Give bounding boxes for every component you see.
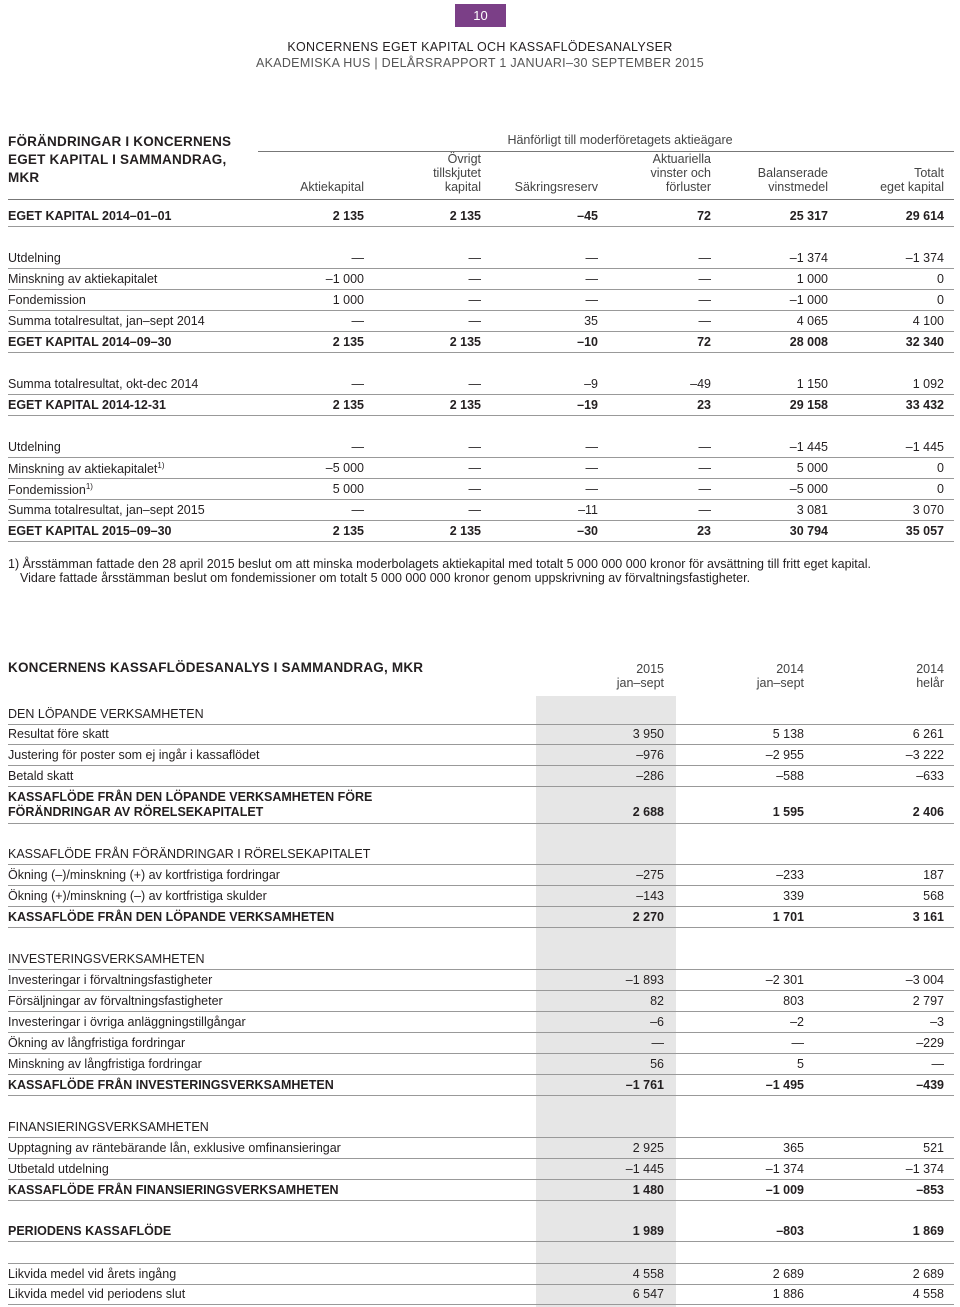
column-header-line: Övrigt bbox=[447, 152, 481, 166]
cell-value: 1 989 bbox=[632, 1224, 664, 1238]
cell-value: –275 bbox=[636, 868, 664, 882]
cell-value: 2 135 bbox=[332, 209, 364, 223]
cell-value: — bbox=[931, 1057, 944, 1071]
cashflow-column-header bbox=[617, 662, 664, 690]
cashflow-row bbox=[8, 724, 954, 745]
cell-value: 5 000 bbox=[332, 482, 364, 496]
cell-value: 2 135 bbox=[449, 209, 481, 223]
cell-value: 23 bbox=[697, 398, 711, 412]
equity-footnote-2: Vidare fattade årsstämman beslut om fondemissioner om totalt 5 000 000 000 kronor genom uppskrivning av förvaltningsfastigheter. bbox=[20, 571, 751, 585]
cell-value: — bbox=[698, 461, 711, 475]
cell-value: 56 bbox=[650, 1057, 664, 1071]
cashflow-row bbox=[8, 991, 954, 1012]
cell-value: — bbox=[585, 440, 598, 454]
cell-value: 29 158 bbox=[789, 398, 828, 412]
equity-column-header bbox=[433, 152, 481, 194]
row-label bbox=[8, 272, 157, 286]
cell-value: 187 bbox=[923, 868, 944, 882]
page-header-title: KONCERNENS EGET KAPITAL OCH KASSAFLÖDESANALYSER bbox=[287, 40, 673, 54]
row-label-text: EGET KAPITAL 2015–09–30 bbox=[8, 524, 172, 538]
cell-value: 3 950 bbox=[632, 727, 664, 741]
row-label bbox=[8, 209, 172, 223]
cell-value: –1 445 bbox=[905, 440, 944, 454]
row-label: Investeringar i övriga anläggningstillgångar bbox=[8, 1015, 246, 1029]
cell-value: 2 689 bbox=[912, 1267, 944, 1281]
section-heading bbox=[8, 949, 954, 970]
cell-value: 1 092 bbox=[912, 377, 944, 391]
cell-value: –45 bbox=[577, 209, 598, 223]
cashflow-row bbox=[8, 907, 954, 928]
row-label bbox=[8, 293, 86, 307]
column-header-line: Balanserade bbox=[757, 166, 828, 180]
equity-row bbox=[8, 500, 954, 521]
cell-value: 1 150 bbox=[796, 377, 828, 391]
cell-value: –229 bbox=[916, 1036, 944, 1050]
group-header-rule bbox=[258, 151, 954, 152]
cashflow-row bbox=[8, 787, 954, 824]
cell-value: 23 bbox=[697, 524, 711, 538]
cashflow-row bbox=[8, 1138, 954, 1159]
row-label bbox=[8, 398, 166, 412]
column-header-line: Aktuariella bbox=[652, 152, 711, 166]
cashflow-column-header bbox=[757, 662, 804, 690]
column-header-line: 2014 bbox=[776, 662, 804, 676]
cell-value: 5 138 bbox=[772, 727, 804, 741]
cell-value: –1 495 bbox=[765, 1078, 804, 1092]
cashflow-row bbox=[8, 745, 954, 766]
cell-value: –1 000 bbox=[789, 293, 828, 307]
cashflow-row bbox=[8, 1180, 954, 1201]
cashflow-row bbox=[8, 1263, 954, 1285]
cell-value: 2 797 bbox=[912, 994, 944, 1008]
cashflow-row bbox=[8, 1033, 954, 1054]
cell-value: –588 bbox=[776, 769, 804, 783]
row-label bbox=[8, 314, 205, 328]
row-label-text: EGET KAPITAL 2014–09–30 bbox=[8, 335, 172, 349]
section-heading bbox=[8, 844, 954, 865]
equity-column-header bbox=[651, 152, 711, 194]
equity-row bbox=[8, 248, 954, 269]
column-header-line: Säkringsreserv bbox=[514, 180, 598, 194]
row-label: INVESTERINGSVERKSAMHETEN bbox=[8, 952, 205, 966]
cell-value: –3 222 bbox=[905, 748, 944, 762]
cell-value: 4 065 bbox=[796, 314, 828, 328]
cell-value: — bbox=[698, 293, 711, 307]
row-label-text: Fondemission bbox=[8, 483, 86, 498]
cell-value: — bbox=[585, 272, 598, 286]
cell-value: — bbox=[351, 314, 364, 328]
cell-value: — bbox=[468, 293, 481, 307]
cell-value: –1 445 bbox=[789, 440, 828, 454]
row-label bbox=[8, 377, 198, 391]
column-header-line: förluster bbox=[665, 180, 711, 194]
cell-value: 0 bbox=[937, 482, 944, 496]
equity-table-title: FÖRÄNDRINGAR I KONCERNENS EGET KAPITAL I SAMMANDRAG, MKR bbox=[8, 134, 232, 185]
row-label: KASSAFLÖDE FRÅN DEN LÖPANDE VERKSAMHETEN bbox=[8, 910, 335, 924]
cell-value: –30 bbox=[577, 524, 598, 538]
row-label: Likvida medel vid periodens slut bbox=[8, 1287, 186, 1301]
row-label bbox=[8, 335, 172, 349]
cell-value: 32 340 bbox=[905, 335, 944, 349]
row-label: Minskning av långfristiga fordringar bbox=[8, 1057, 202, 1071]
row-label-text: Minskning av aktiekapitalet bbox=[8, 272, 158, 286]
row-label: Försäljningar av förvaltningsfastigheter bbox=[8, 994, 223, 1008]
row-label-text: EGET KAPITAL 2014–01–01 bbox=[8, 209, 172, 223]
row-label: Ökning (+)/minskning (–) av kortfristiga skulder bbox=[8, 889, 267, 903]
cell-value: –5 000 bbox=[325, 461, 364, 475]
cell-value: –853 bbox=[916, 1183, 944, 1197]
cashflow-row bbox=[8, 865, 954, 886]
cell-value: 29 614 bbox=[905, 209, 944, 223]
row-label: KASSAFLÖDE FRÅN INVESTERINGSVERKSAMHETEN bbox=[8, 1078, 334, 1092]
cell-value: — bbox=[698, 272, 711, 286]
cashflow-row bbox=[8, 1075, 954, 1096]
cell-value: –5 000 bbox=[789, 482, 828, 496]
cell-value: — bbox=[698, 251, 711, 265]
cell-value: 6 547 bbox=[632, 1287, 664, 1301]
cell-value: — bbox=[468, 377, 481, 391]
cashflow-column-header bbox=[916, 662, 944, 690]
cell-value: 72 bbox=[697, 335, 711, 349]
row-label: DEN LÖPANDE VERKSAMHETEN bbox=[8, 707, 204, 721]
cell-value: –1 893 bbox=[625, 973, 664, 987]
row-label-text: Summa totalresultat, okt-dec 2014 bbox=[8, 377, 199, 391]
cell-value: –2 bbox=[790, 1015, 804, 1029]
column-header-line: eget kapital bbox=[880, 180, 944, 194]
row-label: PERIODENS KASSAFLÖDE bbox=[8, 1224, 172, 1238]
cell-value: — bbox=[468, 482, 481, 496]
cell-value: — bbox=[468, 503, 481, 517]
cell-value: — bbox=[698, 503, 711, 517]
row-label: Ökning (–)/minskning (+) av kortfristiga fordringar bbox=[8, 868, 280, 882]
cell-value: –1 000 bbox=[325, 272, 364, 286]
cell-value: –1 374 bbox=[789, 251, 828, 265]
cell-value: –803 bbox=[776, 1224, 804, 1238]
section-heading bbox=[8, 704, 954, 725]
row-label: KASSAFLÖDE FRÅN FÖRÄNDRINGAR I RÖRELSEKAPITALET bbox=[8, 847, 371, 861]
equity-column-header bbox=[758, 166, 828, 194]
equity-group-header: Hänförligt till moderföretagets aktieägare bbox=[507, 133, 733, 147]
row-label: Betald skatt bbox=[8, 769, 74, 783]
cashflow-row bbox=[8, 1221, 954, 1242]
cell-value: –3 004 bbox=[905, 973, 944, 987]
row-label: Justering för poster som ej ingår i kassaflödet bbox=[8, 748, 260, 762]
cell-value: –1 009 bbox=[765, 1183, 804, 1197]
cell-value: — bbox=[468, 461, 481, 475]
cell-value: 1 000 bbox=[796, 272, 828, 286]
cashflow-row bbox=[8, 886, 954, 907]
column-header-line: vinstmedel bbox=[768, 180, 828, 194]
row-label: Likvida medel vid årets ingång bbox=[8, 1267, 177, 1281]
cell-value: –1 761 bbox=[625, 1078, 664, 1092]
equity-row bbox=[8, 332, 954, 353]
cell-value: — bbox=[698, 482, 711, 496]
cell-value: — bbox=[351, 440, 364, 454]
cell-value: –1 374 bbox=[905, 251, 944, 265]
cell-value: 803 bbox=[783, 994, 804, 1008]
equity-column-header bbox=[880, 166, 944, 194]
row-label: Ökning av långfristiga fordringar bbox=[8, 1036, 186, 1050]
equity-row bbox=[8, 374, 954, 395]
row-label bbox=[8, 503, 205, 517]
cell-value: –6 bbox=[650, 1015, 664, 1029]
cell-value: 2 135 bbox=[332, 524, 364, 538]
equity-row bbox=[8, 269, 954, 290]
column-header-line: jan–sept bbox=[616, 676, 664, 690]
cashflow-row bbox=[8, 1159, 954, 1180]
cell-value: 4 558 bbox=[912, 1287, 944, 1301]
equity-row bbox=[8, 206, 954, 227]
page-number: 10 bbox=[455, 4, 506, 27]
cell-value: 1 595 bbox=[772, 805, 804, 819]
cell-value: 1 000 bbox=[332, 293, 364, 307]
cell-value: –1 374 bbox=[905, 1162, 944, 1176]
column-header-line: vinster och bbox=[650, 166, 711, 180]
cell-value: 2 406 bbox=[912, 805, 944, 819]
row-label-text: EGET KAPITAL 2014-12-31 bbox=[8, 398, 166, 412]
cell-value: — bbox=[351, 251, 364, 265]
cell-value: –633 bbox=[916, 769, 944, 783]
cell-value: –143 bbox=[636, 889, 664, 903]
column-header-line: Totalt bbox=[914, 166, 944, 180]
cell-value: — bbox=[651, 1036, 664, 1050]
cell-value: — bbox=[791, 1036, 804, 1050]
cell-value: 82 bbox=[650, 994, 664, 1008]
cell-value: 2 689 bbox=[772, 1267, 804, 1281]
cashflow-row bbox=[8, 766, 954, 787]
row-label: Investeringar i förvaltningsfastigheter bbox=[8, 973, 213, 987]
equity-footnote-1: 1) Årsstämman fattade den 28 april 2015 beslut om att minska moderbolagets aktiekapital med totalt 5 000 000 000 kronor för avsättning till fritt eget kapital. bbox=[8, 557, 871, 571]
cell-value: — bbox=[468, 272, 481, 286]
cell-value: 6 261 bbox=[912, 727, 944, 741]
footnote-marker: 1) bbox=[157, 461, 165, 470]
cell-value: 2 270 bbox=[632, 910, 664, 924]
equity-row bbox=[8, 311, 954, 332]
footnote-marker: 1) bbox=[85, 482, 93, 491]
cell-value: 30 794 bbox=[789, 524, 828, 538]
cell-value: 33 432 bbox=[905, 398, 944, 412]
cashflow-row bbox=[8, 1012, 954, 1033]
cell-value: 4 100 bbox=[912, 314, 944, 328]
row-label bbox=[8, 461, 165, 476]
row-label-line-2: FÖRÄNDRINGAR AV RÖRELSEKAPITALET bbox=[8, 805, 264, 819]
row-label-text: Minskning av aktiekapitalet bbox=[8, 462, 158, 477]
cell-value: — bbox=[585, 251, 598, 265]
cell-value: 365 bbox=[783, 1141, 804, 1155]
equity-row bbox=[8, 395, 954, 416]
cell-value: 3 081 bbox=[796, 503, 828, 517]
row-label-text: Fondemission bbox=[8, 293, 86, 307]
column-header-line: tillskjutet bbox=[433, 166, 481, 180]
cashflow-table-title: KONCERNENS KASSAFLÖDESANALYS I SAMMANDRAG, MKR bbox=[8, 660, 424, 675]
row-label: Resultat före skatt bbox=[8, 727, 109, 741]
cell-value: 2 925 bbox=[632, 1141, 664, 1155]
cell-value: –1 445 bbox=[625, 1162, 664, 1176]
cell-value: –439 bbox=[916, 1078, 944, 1092]
cell-value: –286 bbox=[636, 769, 664, 783]
cell-value: –1 374 bbox=[765, 1162, 804, 1176]
cell-value: 1 480 bbox=[632, 1183, 664, 1197]
cell-value: 339 bbox=[783, 889, 804, 903]
cell-value: 2 135 bbox=[449, 524, 481, 538]
page-header-subtitle: AKADEMISKA HUS | DELÅRSRAPPORT 1 JANUARI–30 SEPTEMBER 2015 bbox=[255, 56, 705, 70]
cell-value: — bbox=[351, 377, 364, 391]
cell-value: 0 bbox=[937, 461, 944, 475]
cashflow-row bbox=[8, 1054, 954, 1075]
column-header-line: kapital bbox=[444, 180, 481, 194]
cell-value: 25 317 bbox=[789, 209, 828, 223]
cell-value: 4 558 bbox=[632, 1267, 664, 1281]
cell-value: — bbox=[351, 503, 364, 517]
cell-value: — bbox=[698, 314, 711, 328]
cell-value: –9 bbox=[584, 377, 598, 391]
cashflow-row bbox=[8, 1284, 954, 1305]
cell-value: 35 057 bbox=[905, 524, 944, 538]
cell-value: — bbox=[468, 251, 481, 265]
cell-value: 5 bbox=[797, 1057, 804, 1071]
cell-value: 0 bbox=[937, 272, 944, 286]
row-label: KASSAFLÖDE FRÅN DEN LÖPANDE VERKSAMHETEN FÖRE bbox=[8, 790, 373, 804]
cell-value: — bbox=[468, 440, 481, 454]
equity-row bbox=[8, 437, 954, 458]
row-label: KASSAFLÖDE FRÅN FINANSIERINGSVERKSAMHETEN bbox=[8, 1183, 339, 1197]
cell-value: –233 bbox=[776, 868, 804, 882]
cell-value: 2 135 bbox=[449, 335, 481, 349]
equity-row bbox=[8, 479, 954, 500]
row-label bbox=[8, 524, 172, 538]
equity-row bbox=[8, 521, 954, 542]
row-label-text: Summa totalresultat, jan–sept 2015 bbox=[8, 503, 205, 517]
cell-value: 0 bbox=[937, 293, 944, 307]
cell-value: 1 701 bbox=[772, 910, 804, 924]
cell-value: — bbox=[698, 440, 711, 454]
cell-value: 521 bbox=[923, 1141, 944, 1155]
cell-value: –2 955 bbox=[765, 748, 804, 762]
section-heading bbox=[8, 1117, 954, 1138]
cell-value: –49 bbox=[690, 377, 711, 391]
equity-column-header bbox=[300, 180, 364, 194]
cell-value: — bbox=[585, 482, 598, 496]
cell-value: 2 135 bbox=[332, 398, 364, 412]
equity-row bbox=[8, 458, 954, 479]
cell-value: 1 869 bbox=[912, 1224, 944, 1238]
column-header-line: 2014 bbox=[916, 662, 944, 676]
row-label bbox=[8, 251, 61, 265]
cell-value: –976 bbox=[636, 748, 664, 762]
column-header-line: Aktiekapital bbox=[300, 180, 364, 194]
row-label-text: Utdelning bbox=[8, 251, 61, 265]
cell-value: 3 161 bbox=[912, 910, 944, 924]
equity-header-rule bbox=[8, 199, 954, 200]
cell-value: 28 008 bbox=[789, 335, 828, 349]
cell-value: 2 688 bbox=[632, 805, 664, 819]
column-header-line: 2015 bbox=[636, 662, 664, 676]
cell-value: –19 bbox=[577, 398, 598, 412]
cell-value: — bbox=[468, 314, 481, 328]
equity-row bbox=[8, 290, 954, 311]
cell-value: — bbox=[585, 293, 598, 307]
cashflow-row bbox=[8, 970, 954, 991]
row-label: Utbetald utdelning bbox=[8, 1162, 109, 1176]
row-label: FINANSIERINGSVERKSAMHETEN bbox=[8, 1120, 209, 1134]
cell-value: 1 886 bbox=[772, 1287, 804, 1301]
cell-value: 72 bbox=[697, 209, 711, 223]
row-label bbox=[8, 482, 93, 497]
equity-column-header bbox=[515, 180, 598, 194]
cell-value: –2 301 bbox=[765, 973, 804, 987]
column-header-line: helår bbox=[916, 676, 944, 690]
cell-value: –3 bbox=[930, 1015, 944, 1029]
cell-value: –10 bbox=[577, 335, 598, 349]
row-label: Upptagning av räntebärande lån, exklusive omfinansieringar bbox=[8, 1141, 341, 1155]
cell-value: 35 bbox=[584, 314, 598, 328]
cell-value: 3 070 bbox=[912, 503, 944, 517]
cell-value: 5 000 bbox=[796, 461, 828, 475]
row-label-text: Summa totalresultat, jan–sept 2014 bbox=[8, 314, 205, 328]
cell-value: –11 bbox=[578, 503, 598, 517]
cell-value: — bbox=[585, 461, 598, 475]
row-label bbox=[8, 440, 61, 454]
column-header-line: jan–sept bbox=[756, 676, 804, 690]
cell-value: 568 bbox=[923, 889, 944, 903]
cell-value: 2 135 bbox=[449, 398, 481, 412]
row-label-text: Utdelning bbox=[8, 440, 61, 454]
cell-value: 2 135 bbox=[332, 335, 364, 349]
